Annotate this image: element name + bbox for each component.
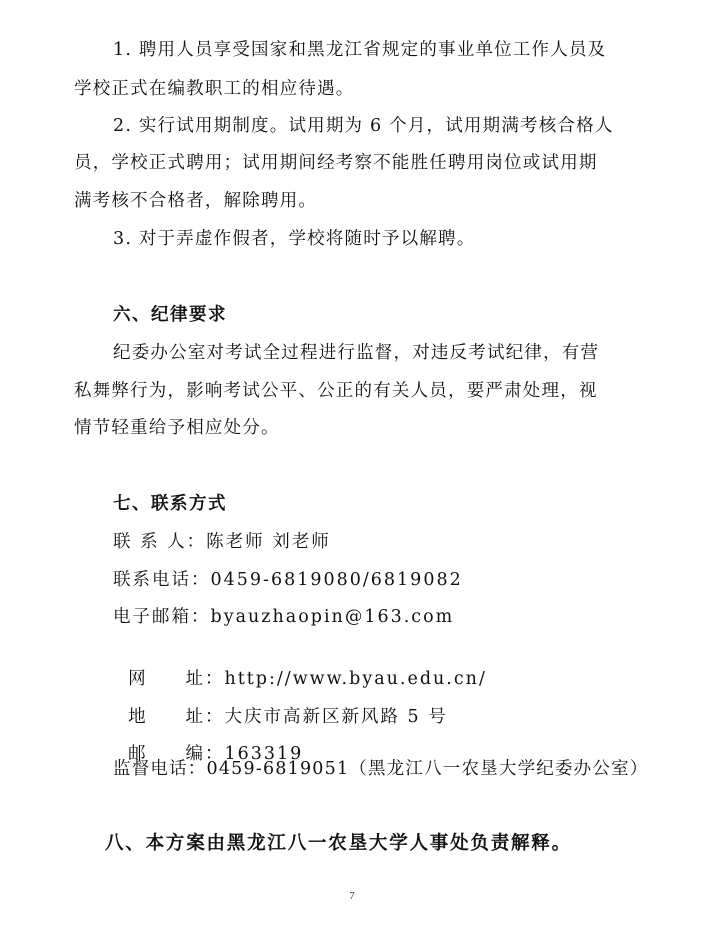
contact-postcode-label: 邮 编： xyxy=(128,744,225,764)
contact-email-row xyxy=(113,605,454,629)
contact-supervision-value: 0459-6819051（黑龙江八一农垦大学纪委办公室） xyxy=(206,759,649,779)
section-8-heading: 八、本方案由黑龙江八一农垦大学人事处负责解释。 xyxy=(105,833,572,854)
contact-person-label: 联 系 人： xyxy=(113,532,207,552)
section-6-heading: 六、纪律要求 xyxy=(113,305,227,325)
section-6-line-1: 纪委办公室对考试全过程进行监督，对违反考试纪律，有营 xyxy=(113,343,600,363)
contact-email-value: byauzhaopin@163.com xyxy=(210,607,455,627)
contact-person-value: 陈老师 刘老师 xyxy=(206,532,331,552)
contact-address-label: 地 址： xyxy=(128,707,225,727)
paragraph-2-line-1: 2. 实行试用期制度。试用期为 6 个月，试用期满考核合格人 xyxy=(113,116,614,136)
contact-email-label: 电子邮箱： xyxy=(113,607,211,627)
contact-person-row xyxy=(113,530,331,554)
contact-phone-label: 联系电话： xyxy=(113,570,211,590)
paragraph-3-line-1: 3. 对于弄虚作假者，学校将随时予以解聘。 xyxy=(113,229,476,249)
contact-phone-row xyxy=(113,568,463,592)
paragraph-1-line-1: 1. 聘用人员享受国家和黑龙江省规定的事业单位工作人员及 xyxy=(113,40,607,60)
paragraph-2-line-3: 满考核不合格者，解除聘用。 xyxy=(74,191,318,211)
paragraph-2-line-2: 员，学校正式聘用；试用期间经考察不能胜任聘用岗位或试用期 xyxy=(74,153,598,173)
section-7-heading: 七、联系方式 xyxy=(113,494,227,514)
contact-address-value: 大庆市高新区新风路 5 号 xyxy=(224,707,448,727)
contact-website-label: 网 址： xyxy=(128,669,225,689)
contact-postcode-value: 163319 xyxy=(224,744,304,764)
contact-website-value: http://www.byau.edu.cn/ xyxy=(224,669,487,689)
contact-supervision-label: 监督电话： xyxy=(113,759,207,779)
section-6-line-2: 私舞弊行为，影响考试公平、公正的有关人员，要严肃处理，视 xyxy=(74,381,598,401)
page-number: 7 xyxy=(349,890,355,902)
contact-supervision-row xyxy=(113,757,649,781)
contact-phone-value: 0459-6819080/6819082 xyxy=(210,570,463,590)
section-6-line-3: 情节轻重给予相应处分。 xyxy=(74,418,280,438)
paragraph-1-line-2: 学校正式在编教职工的相应待遇。 xyxy=(74,79,355,99)
